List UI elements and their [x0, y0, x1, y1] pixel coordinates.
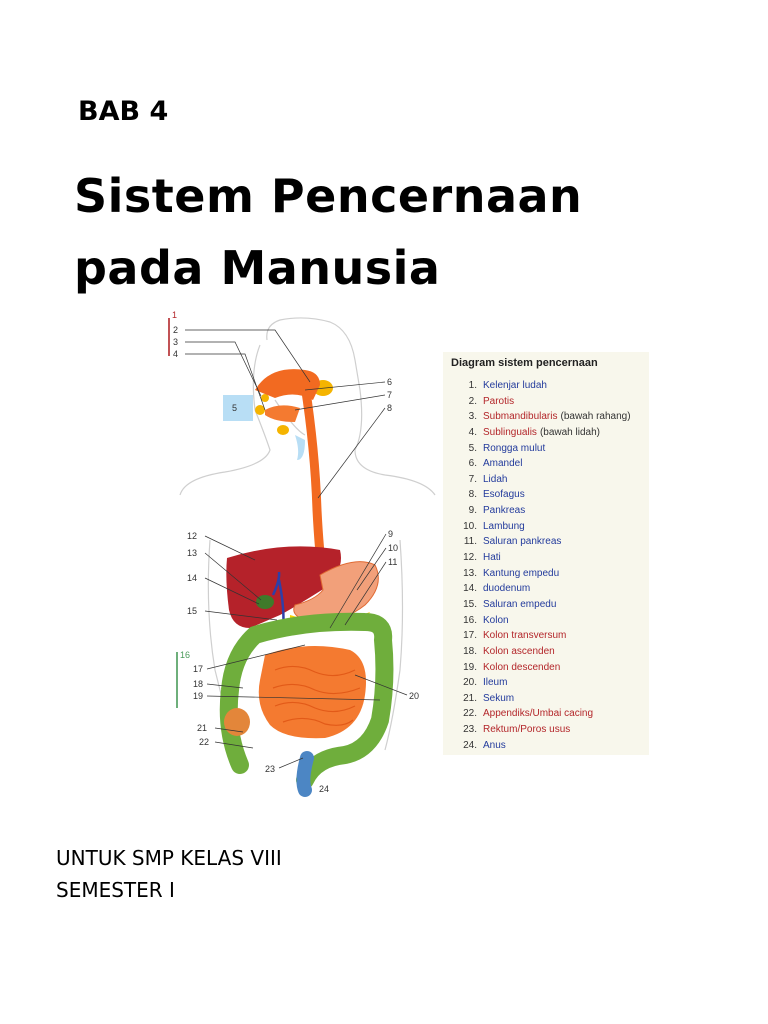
legend-item-name: Rongga mulut — [483, 442, 546, 454]
legend-item — [443, 472, 649, 488]
diagram-number: 9 — [388, 529, 394, 539]
diagram-number: 13 — [187, 548, 198, 558]
legend-item — [443, 456, 649, 472]
legend-item — [443, 409, 649, 425]
diagram-number: 11 — [388, 557, 398, 567]
legend-item-name: Sekum — [483, 692, 515, 704]
legend-item-number: 24. — [463, 739, 477, 751]
legend-item-name: Submandibularis — [483, 411, 558, 423]
legend-item-name: Kantung empedu — [483, 567, 560, 579]
legend-item-number: 17. — [463, 630, 477, 642]
legend-item-name: Kolon transversum — [483, 630, 567, 642]
legend-item — [443, 722, 649, 738]
legend-item — [443, 581, 649, 597]
legend-item-number: 18. — [463, 645, 477, 657]
legend-item-name: Anus — [483, 739, 506, 751]
title-line-1: Sistem Pencernaan — [74, 169, 583, 223]
legend-item — [443, 738, 649, 754]
legend-item-name: Lidah — [483, 473, 508, 485]
legend-item-name: Kolon ascenden — [483, 645, 555, 657]
legend-item-number: 3. — [468, 411, 477, 423]
rectum — [303, 758, 307, 790]
mouth-box — [223, 395, 253, 421]
diagram-number: 15 — [187, 606, 198, 616]
legend-item-number: 7. — [468, 473, 477, 485]
legend-item-name: Kolon — [483, 614, 509, 626]
legend-item-name: Ileum — [483, 677, 508, 689]
legend-item-name: Saluran empedu — [483, 598, 557, 610]
legend-item — [443, 425, 649, 441]
legend-item-name: Kelenjar ludah — [483, 380, 547, 391]
legend-item — [443, 675, 649, 691]
legend-item-number: 23. — [463, 724, 477, 736]
tongue — [265, 405, 300, 422]
legend-item — [443, 487, 649, 503]
legend-item-number: 20. — [463, 677, 477, 689]
legend-item — [443, 441, 649, 457]
legend-item — [443, 660, 649, 676]
diagram-number: 10 — [388, 543, 399, 553]
legend-item-name: Esofagus — [483, 489, 525, 501]
subtitle — [56, 842, 282, 906]
legend-item — [443, 503, 649, 519]
legend-item-number: 21. — [463, 692, 477, 704]
diagram-number: 20 — [409, 691, 420, 701]
title-line-2: pada Manusia — [74, 241, 441, 295]
legend-item-number: 11. — [463, 536, 477, 548]
legend-item-number: 15. — [463, 598, 477, 610]
legend-item — [443, 534, 649, 550]
digestive-system-illustration — [155, 310, 455, 800]
small-intestine — [259, 646, 366, 738]
legend-item — [443, 566, 649, 582]
legend-item-number: 1. — [468, 380, 477, 391]
legend-item-number: 22. — [463, 708, 477, 720]
page-title — [74, 160, 582, 304]
diagram-number: 6 — [387, 377, 393, 387]
legend-item-name: Sublingualis — [483, 426, 537, 438]
diagram-number: 14 — [187, 573, 198, 583]
diagram-number: 8 — [387, 403, 393, 413]
diagram-number: 7 — [387, 390, 393, 400]
throat — [295, 435, 305, 460]
legend-item-number: 14. — [463, 583, 477, 595]
legend-item — [443, 519, 649, 535]
legend-item-number: 13. — [463, 567, 477, 579]
legend-item — [443, 628, 649, 644]
legend-item-number: 10. — [463, 520, 477, 532]
legend-item-note: (bawah rahang) — [560, 411, 631, 423]
legend-item-name: Saluran pankreas — [483, 536, 562, 548]
diagram-number: 18 — [193, 679, 204, 689]
diagram-number: 17 — [193, 664, 204, 674]
legend-item-name: Appendiks/Umbai cacing — [483, 708, 594, 720]
diagram-number: 5 — [232, 403, 238, 413]
legend-item-number: 19. — [463, 661, 477, 673]
legend-item-number: 8. — [468, 489, 477, 501]
cecum — [224, 708, 250, 736]
legend-item-number: 4. — [468, 426, 477, 438]
legend-item — [443, 706, 649, 722]
legend-item-number: 5. — [468, 442, 477, 454]
legend-item — [443, 378, 649, 394]
legend-item — [443, 613, 649, 629]
legend-item — [443, 644, 649, 660]
diagram-number: 21 — [197, 723, 208, 733]
diagram-number: 1 — [172, 310, 178, 320]
legend-title: Diagram sistem pencernaan — [451, 357, 598, 369]
legend-item-number: 9. — [468, 505, 477, 517]
legend-item-name: Kolon descenden — [483, 661, 561, 673]
legend-item-number: 2. — [468, 395, 477, 407]
legend-item — [443, 597, 649, 613]
legend-item-name: Amandel — [483, 458, 523, 470]
legend-item-name: Rektum/Poros usus — [483, 724, 571, 736]
legend-panel — [443, 352, 649, 755]
legend-item-number: 12. — [463, 552, 477, 564]
legend-item-name: Lambung — [483, 520, 525, 532]
legend-item — [443, 550, 649, 566]
diagram-number: 19 — [193, 691, 204, 701]
legend-list — [443, 378, 649, 753]
diagram-number: 23 — [265, 764, 276, 774]
diagram-number: 22 — [199, 737, 210, 747]
legend-item — [443, 394, 649, 410]
diagram-number: 4 — [173, 349, 179, 359]
legend-item-number: 16. — [463, 614, 477, 626]
legend-item-name: Parotis — [483, 395, 515, 407]
diagram-number: 2 — [173, 325, 179, 335]
legend-item — [443, 691, 649, 707]
subtitle-line-2: SEMESTER I — [56, 878, 175, 902]
diagram-number: 3 — [173, 337, 179, 347]
subtitle-line-1: UNTUK SMP KELAS VIII — [56, 846, 282, 870]
diagram-number: 12 — [187, 531, 198, 541]
chapter-label: BAB 4 — [78, 96, 169, 127]
legend-item-name: Pankreas — [483, 505, 526, 517]
diagram-number: 24 — [319, 784, 330, 794]
diagram-number: 16 — [180, 650, 191, 660]
legend-item-name: duodenum — [483, 583, 531, 595]
legend-item-number: 6. — [468, 458, 477, 470]
gallbladder — [256, 595, 274, 609]
legend-item-note: (bawah lidah) — [539, 426, 600, 438]
legend-item-name: Hati — [483, 552, 501, 564]
